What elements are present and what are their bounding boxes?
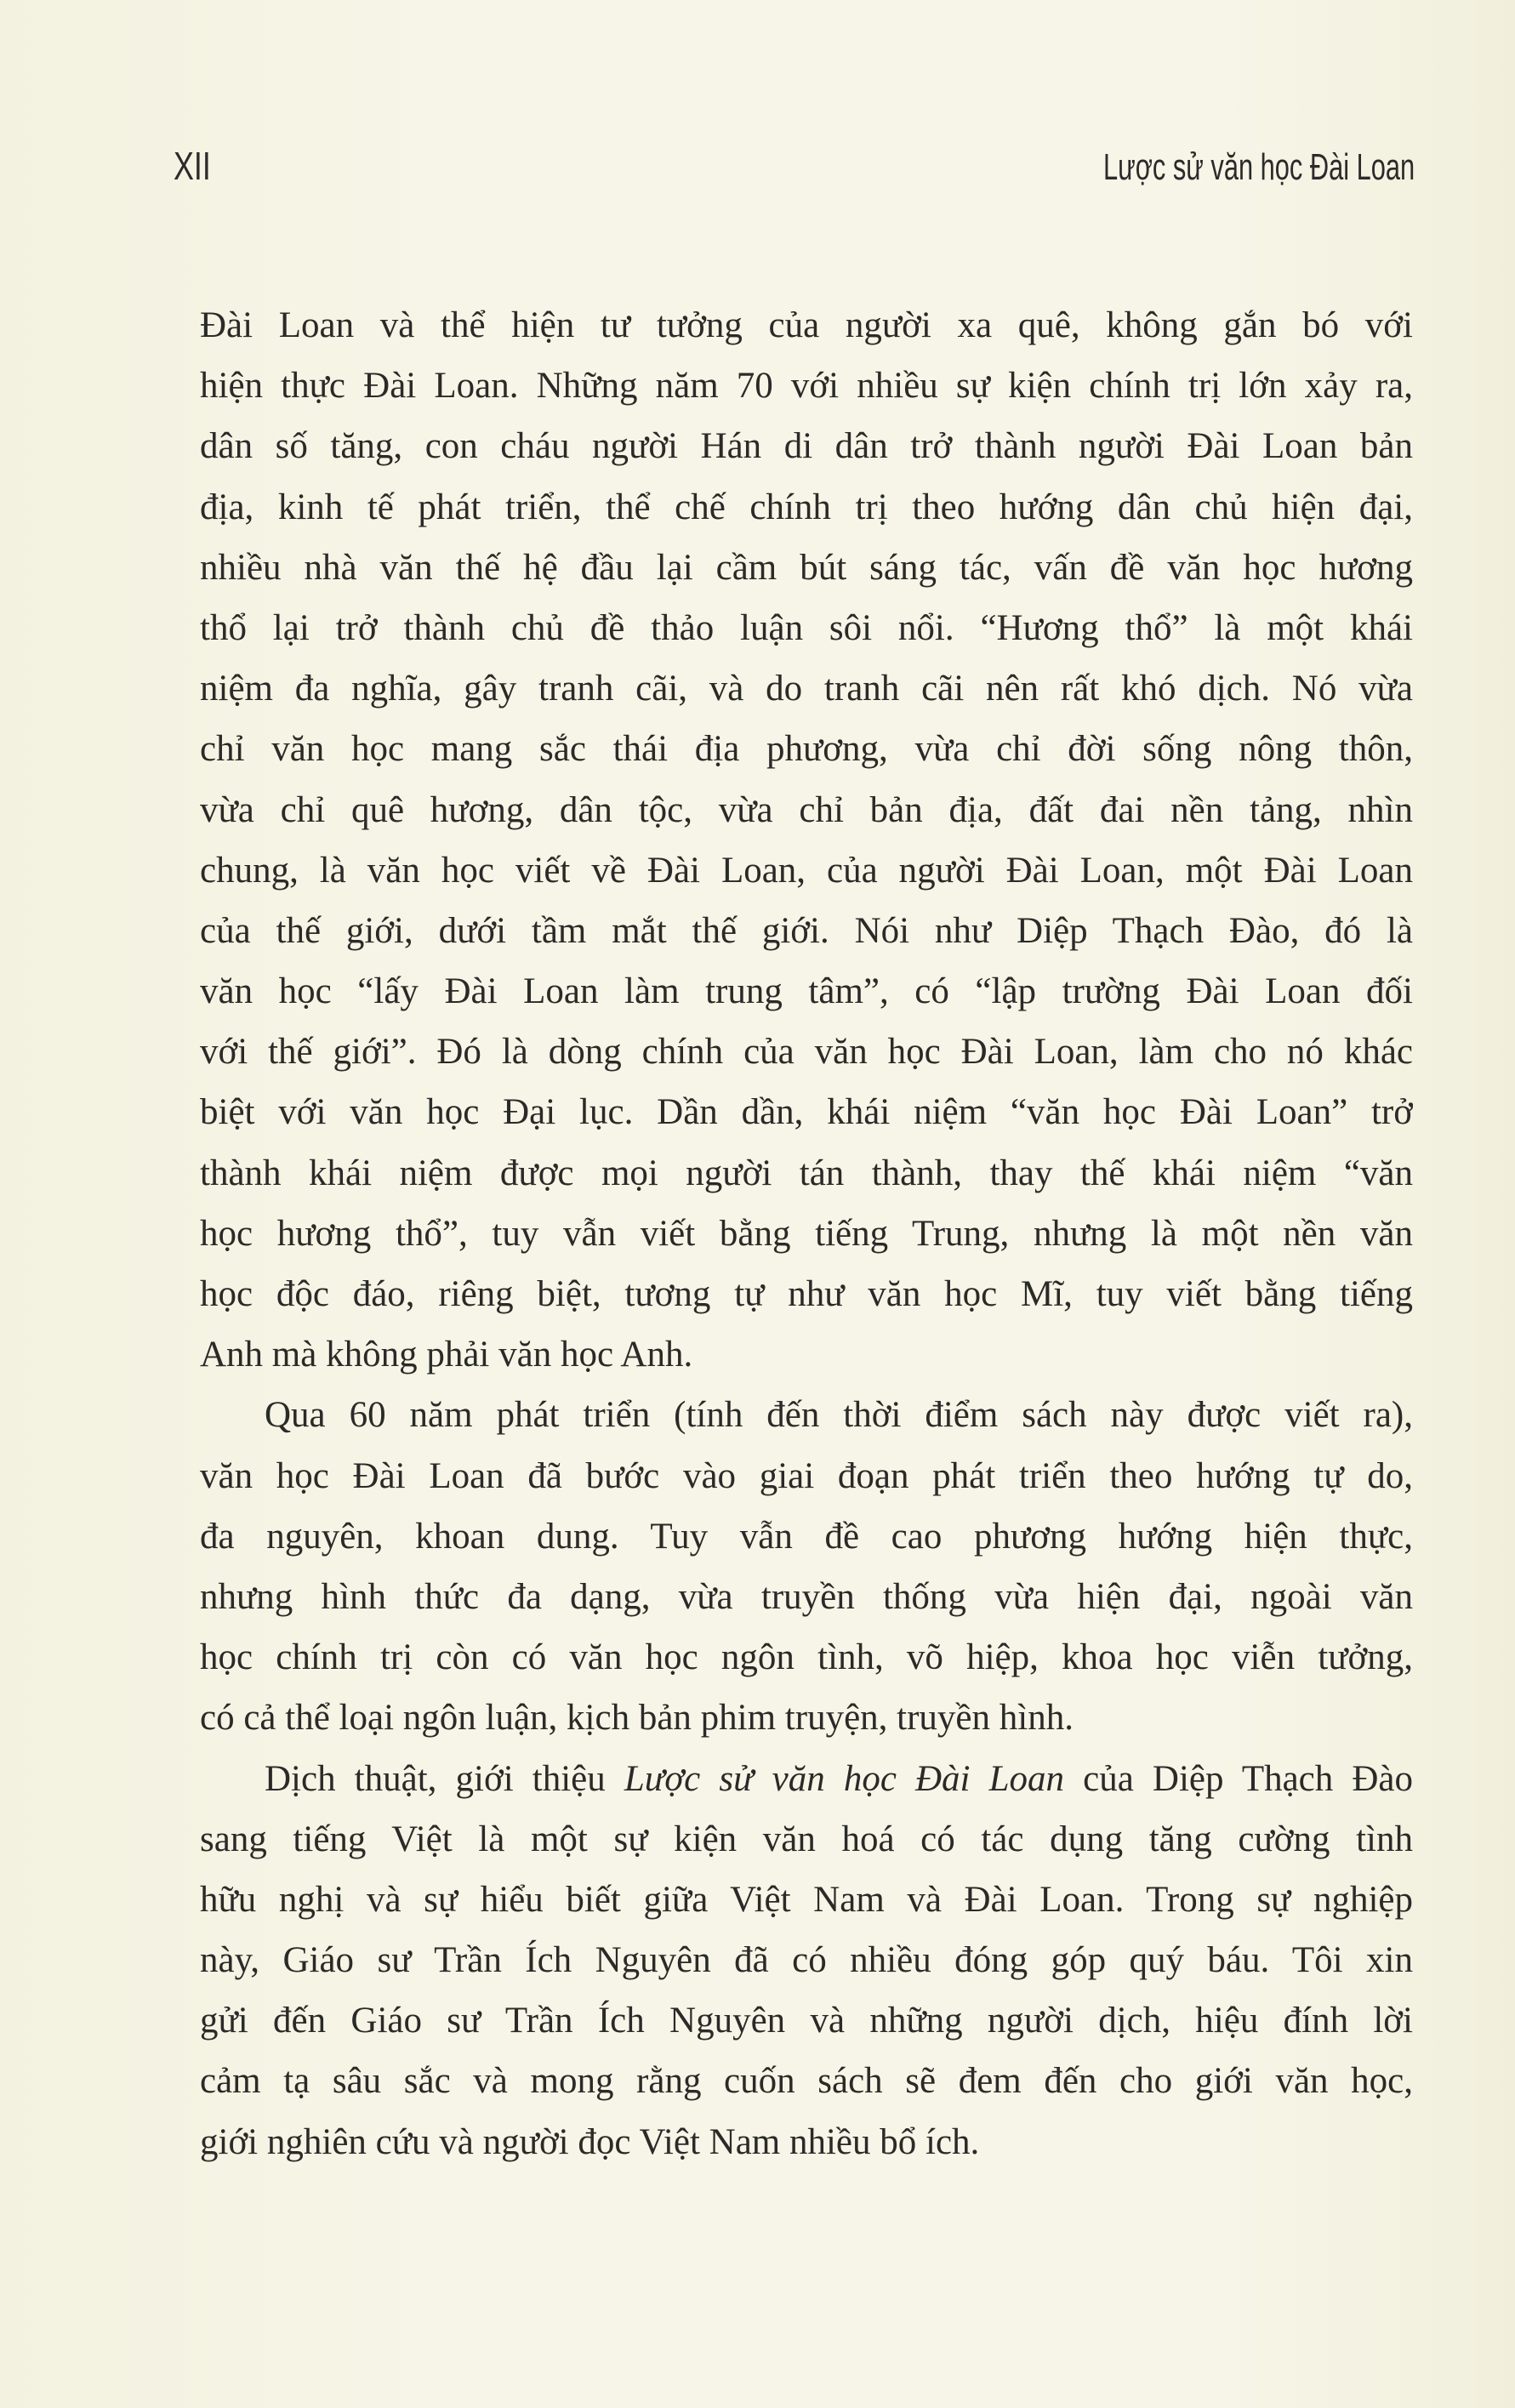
paragraph-2 [200,1385,1413,1748]
text-line: nhưng hình thức đa dạng, vừa truyền thống vừa hiện đại, ngoài văn [200,1576,1413,1617]
text-line [200,1749,1413,1809]
text-line: sang tiếng Việt là một sự kiện văn hoá có tác dụng tăng cường tình [200,1819,1413,1859]
text-line: văn học Đài Loan đã bước vào giai đoạn phát triển theo hướng tự do, [200,1455,1413,1496]
running-head: Lược sử văn học Đài Loan [1102,146,1415,188]
text-line: Anh mà không phải văn học Anh. [200,1335,693,1375]
text-line: hiện thực Đài Loan. Những năm 70 với nhiều sự kiện chính trị lớn xảy ra, [200,366,1413,407]
text-line: học độc đáo, riêng biệt, tương tự như văn học Mĩ, tuy viết bằng tiếng [200,1274,1413,1314]
text-line: có cả thể loại ngôn luận, kịch bản phim truyện, truyền hình. [200,1698,1074,1739]
paragraph-1 [200,295,1413,1385]
text-line: thổ lại trở thành chủ đề thảo luận sôi nổi. “Hương thổ” là một khái [200,607,1413,648]
text-line: đa nguyên, khoan dung. Tuy vẫn đề cao phương hướng hiện thực, [200,1516,1413,1557]
text-line: nhiều nhà văn thế hệ đầu lại cầm bút sáng tác, vấn đề văn học hương [200,547,1413,588]
paragraph-3 [200,1749,1413,2172]
text-line: giới nghiên cứu và người đọc Việt Nam nhiều bổ ích. [200,2121,980,2162]
text-line: chỉ văn học mang sắc thái địa phương, vừa chỉ đời sống nông thôn, [200,729,1413,770]
text-line: văn học “lấy Đài Loan làm trung tâm”, có “lập trường Đài Loan đối [200,971,1413,1012]
text-line: hữu nghị và sự hiểu biết giữa Việt Nam và Đài Loan. Trong sự nghiệp [200,1879,1413,1920]
text-line: chung, là văn học viết về Đài Loan, của người Đài Loan, một Đài Loan [200,850,1413,891]
text-line: với thế giới”. Đó là dòng chính của văn học Đài Loan, làm cho nó khác [200,1032,1413,1073]
text-line: biệt với văn học Đại lục. Dần dần, khái niệm “văn học Đài Loan” trở [200,1092,1413,1133]
page-number: XII [174,144,211,188]
text-line: thành khái niệm được mọi người tán thành, thay thế khái niệm “văn [200,1153,1413,1193]
text-line: dân số tăng, con cháu người Hán di dân trở thành người Đài Loan bản [200,426,1413,467]
text-line: địa, kinh tế phát triển, thể chế chính trị theo hướng dân chủ hiện đại, [200,487,1413,527]
text-line: gửi đến Giáo sư Trần Ích Nguyên và những người dịch, hiệu đính lời [200,2001,1413,2041]
text-line: Qua 60 năm phát triển (tính đến thời điểm sách này được viết ra), [265,1395,1413,1436]
text-line: vừa chỉ quê hương, dân tộc, vừa chỉ bản địa, đất đai nền tảng, nhìn [200,789,1413,830]
text-segment: Dịch thuật, giới thiệu [265,1758,624,1799]
text-segment: của Diệp Thạch Đào [1064,1758,1413,1799]
text-line: này, Giáo sư Trần Ích Nguyên đã có nhiều đóng góp quý báu. Tôi xin [200,1940,1413,1981]
text-line: học chính trị còn có văn học ngôn tình, võ hiệp, khoa học viễn tưởng, [200,1637,1413,1678]
text-line: của thế giới, dưới tầm mắt thế giới. Nói như Diệp Thạch Đào, đó là [200,910,1413,951]
text-line: Đài Loan và thể hiện tư tưởng của người xa quê, không gắn bó với [200,305,1413,345]
book-title-italic: Lược sử văn học Đài Loan [624,1758,1065,1799]
body-text [200,295,1413,2172]
text-line: niệm đa nghĩa, gây tranh cãi, và do tranh cãi nên rất khó dịch. Nó vừa [200,669,1413,709]
text-line: học hương thổ”, tuy vẫn viết bằng tiếng Trung, nhưng là một nền văn [200,1213,1413,1254]
text-line: cảm tạ sâu sắc và mong rằng cuốn sách sẽ đem đến cho giới văn học, [200,2061,1413,2102]
